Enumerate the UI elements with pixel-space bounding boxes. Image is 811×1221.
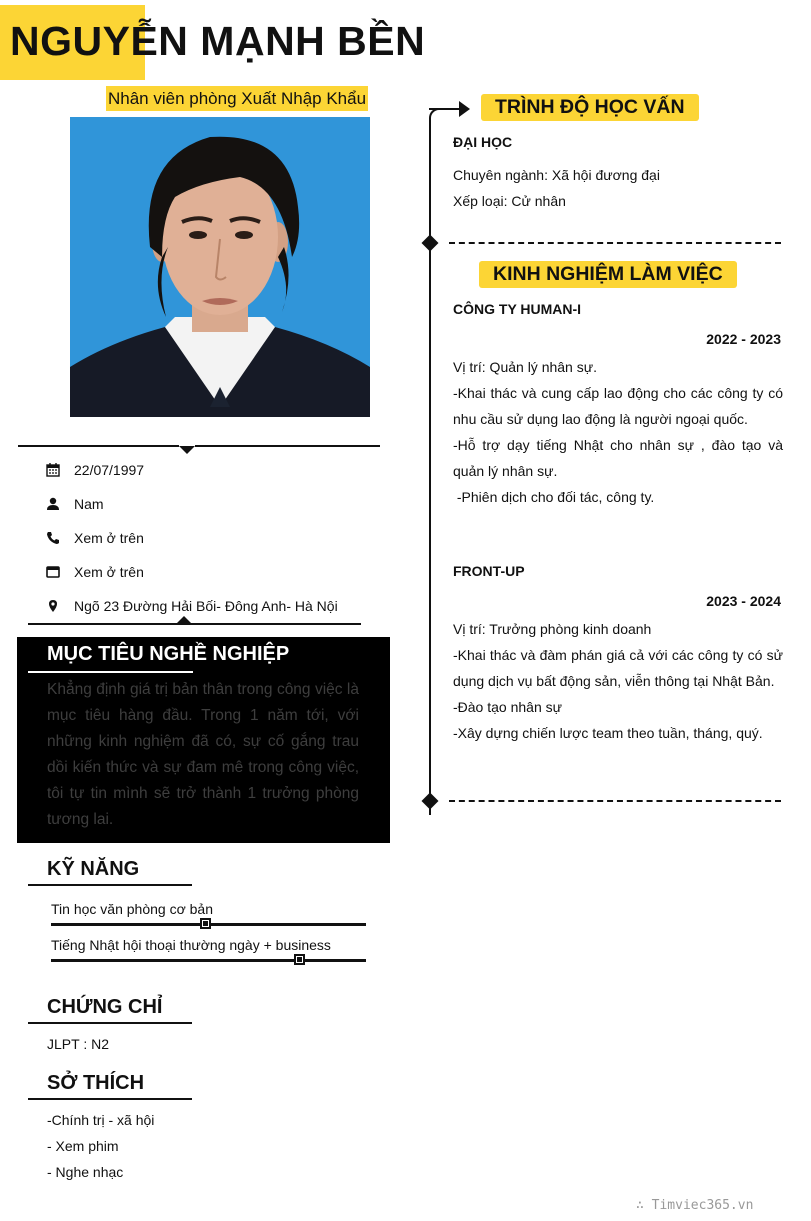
education-grade: Xếp loại: Cử nhân xyxy=(453,193,566,209)
contact-address xyxy=(46,596,338,616)
education-school: ĐẠI HỌC xyxy=(453,134,513,150)
job-period: 2022 - 2023 xyxy=(706,331,781,347)
person-icon xyxy=(46,497,74,511)
job-detail: -Phiên dịch cho đối tác, công ty. xyxy=(453,489,655,505)
job-detail: -Khai thác và cung cấp lao động cho các công ty có nhu cầu sử dụng lao động là người ngoại quốc. xyxy=(453,385,783,427)
job-period: 2023 - 2024 xyxy=(706,593,781,609)
contact-divider-top xyxy=(18,445,380,447)
gender-value: Nam xyxy=(74,496,104,512)
timeline-line xyxy=(429,118,431,815)
job-detail: -Đào tạo nhân sự xyxy=(453,699,562,715)
hobby-item: - Nghe nhạc xyxy=(47,1164,124,1180)
calendar-icon xyxy=(46,463,74,477)
profile-photo xyxy=(70,117,370,417)
objective-underline xyxy=(28,671,193,673)
birthdate-value: 22/07/1997 xyxy=(74,462,145,478)
job-company: FRONT-UP xyxy=(453,563,525,579)
skill-bar-knob xyxy=(200,918,211,929)
skills-title: KỸ NĂNG xyxy=(47,858,140,880)
objective-text: Khẳng định giá trị bản thân trong công việc là mục tiêu hàng đầu. Trong 1 năm tới, với những kinh nghiệm đã có, sự cố gắng trau dồi kiến thức và sự đam mê trong công việc, tôi tự tin mình sẽ trở thành 1 trưởng phòng tương lai. xyxy=(47,681,359,828)
phone-icon xyxy=(46,531,74,545)
job-role: Vị trí: Quản lý nhân sự. xyxy=(453,359,597,375)
contact-email xyxy=(46,562,144,582)
job-detail: -Khai thác và đàm phán giá cả với các công ty có sử dụng dịch vụ bất động sản, viễn thông tại Nhật Bản. xyxy=(453,647,783,689)
experience-title: KINH NGHIỆM LÀM VIỆC xyxy=(479,261,737,288)
section-divider xyxy=(449,242,781,244)
certificates-title: CHỨNG CHỈ xyxy=(47,996,163,1018)
watermark: ∴ Timviec365.vn xyxy=(636,1198,754,1213)
certificates-underline xyxy=(28,1022,192,1024)
objective-title: MỤC TIÊU NGHỀ NGHIỆP xyxy=(47,643,290,665)
address-value: Ngõ 23 Đường Hải Bối- Đông Anh- Hà Nội xyxy=(74,598,338,614)
hobby-item: -Chính trị - xã hội xyxy=(47,1112,155,1128)
job-detail: -Hỗ trợ dạy tiếng Nhật cho nhân sự , đào tạo và quản lý nhân sự. xyxy=(453,437,783,479)
job-company: CÔNG TY HUMAN-I xyxy=(453,301,582,317)
hobby-item: - Xem phim xyxy=(47,1138,119,1154)
timeline-arrow-icon xyxy=(459,101,470,117)
hobbies-title: SỞ THÍCH xyxy=(47,1072,145,1094)
certificate-item: JLPT : N2 xyxy=(47,1036,109,1052)
contact-gender xyxy=(46,494,104,514)
job-detail: -Xây dựng chiến lược team theo tuần, tháng, quý. xyxy=(453,725,763,741)
skill-bar-track xyxy=(51,959,366,962)
skill-name: Tiếng Nhật hội thoại thường ngày + business xyxy=(51,937,331,953)
education-major: Chuyên ngành: Xã hội đương đại xyxy=(453,167,660,183)
education-title: TRÌNH ĐỘ HỌC VẤN xyxy=(481,94,699,121)
job-role: Vị trí: Trưởng phòng kinh doanh xyxy=(453,621,652,637)
hobbies-underline xyxy=(28,1098,192,1100)
skill-name: Tin học văn phòng cơ bản xyxy=(51,901,213,917)
contact-divider-bottom xyxy=(28,623,361,625)
divider-arrow-up xyxy=(176,616,192,624)
timeline-diamond xyxy=(422,793,439,810)
skills-underline xyxy=(28,884,192,886)
email-value: Xem ở trên xyxy=(74,564,144,580)
timeline-diamond xyxy=(422,235,439,252)
contact-birthdate xyxy=(46,460,144,480)
candidate-name: NGUYỄN MẠNH BỀN xyxy=(10,18,426,64)
location-icon xyxy=(46,599,74,613)
email-icon xyxy=(46,565,74,579)
section-divider xyxy=(449,800,781,802)
skill-bar-knob xyxy=(294,954,305,965)
contact-phone xyxy=(46,528,144,548)
job-title: Nhân viên phòng Xuất Nhập Khẩu xyxy=(106,86,368,111)
divider-arrow-down xyxy=(179,446,195,454)
phone-value: Xem ở trên xyxy=(74,530,144,546)
